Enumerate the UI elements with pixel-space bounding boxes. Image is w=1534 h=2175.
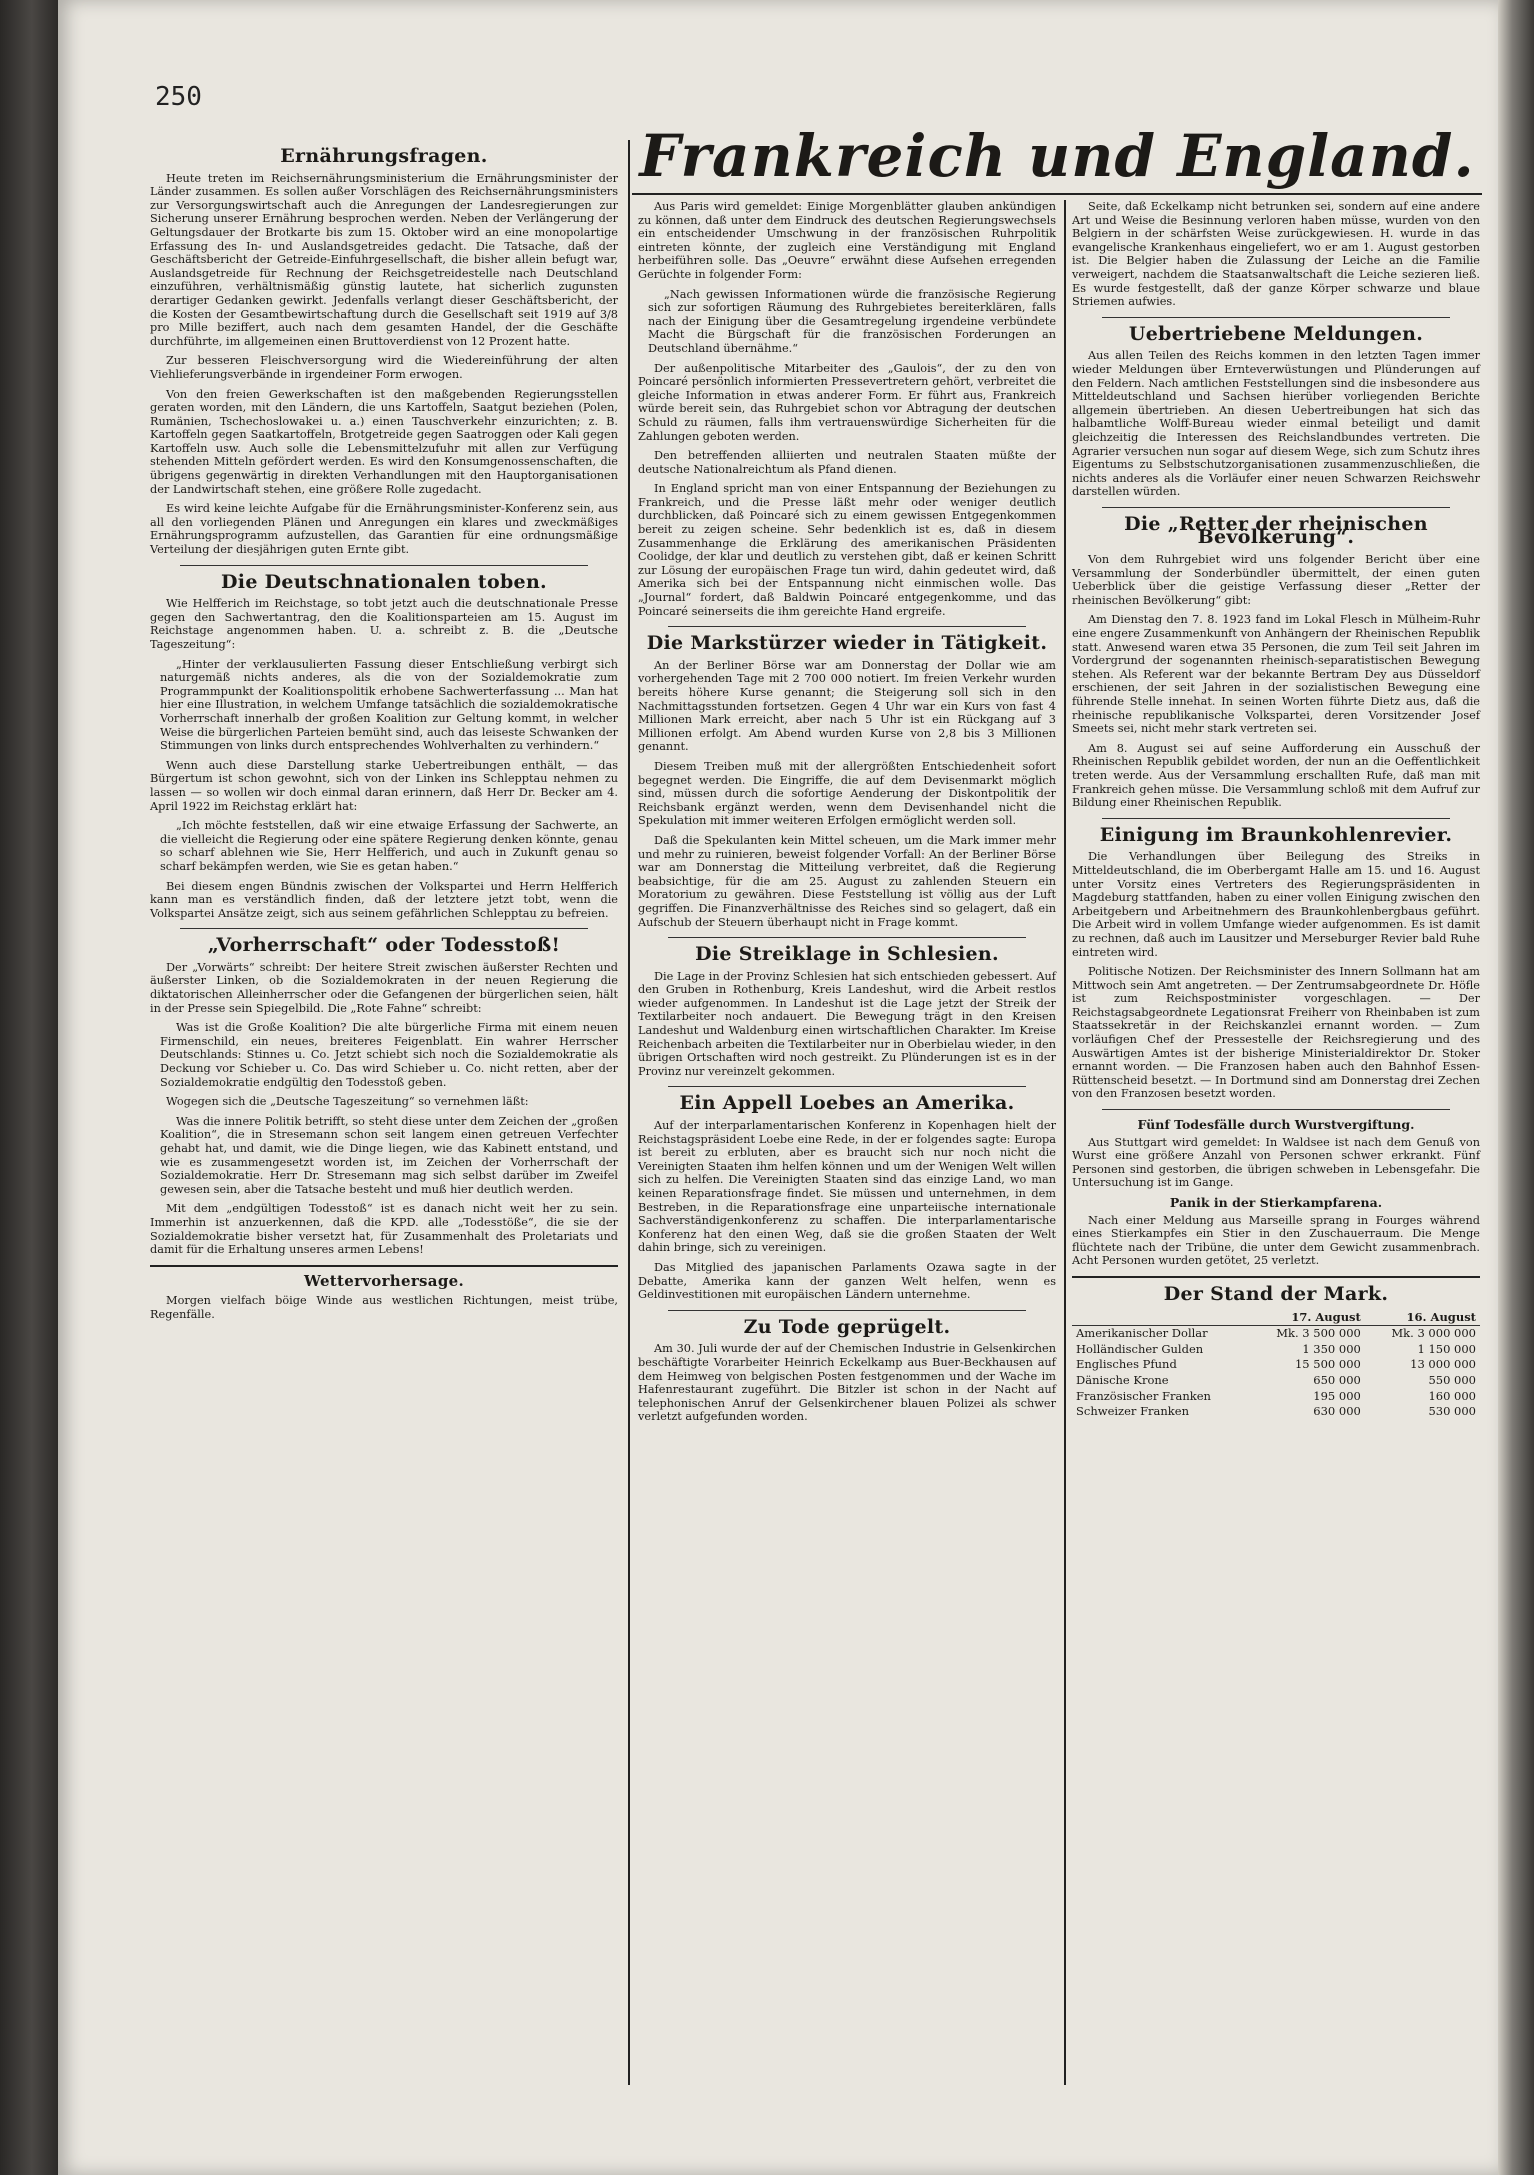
rate-value: 550 000 [1428, 1372, 1476, 1387]
article-title-uebertriebene: Uebertriebene Meldungen. [1128, 322, 1424, 345]
banner-rule [632, 193, 1482, 195]
table-header-blank [1072, 1310, 1250, 1326]
article-paragraph: Daß die Spekulanten kein Mittel scheuen, um die Mark immer mehr und mehr zu ruinieren, beweist folgender Vorfall: An der Berliner Börse war am Donnerstag die Mitteilung verbreitet, daß die Regierung beabsichtige, für die am 25. August zu zahlenden Steuern ein Moratorium zu gewähren. Diese Feststellung ist völlig aus der Luft gegriffen. Die Finanzverhältnisse des Reiches sind so gelagert, daß ein Aufschub der Steuern überhaupt nicht in Frage kommt. [638, 833, 1056, 929]
rate-value: 15 500 000 [1294, 1357, 1361, 1372]
article-title-appell-loebes: Ein Appell Loebes an Amerika. [679, 1092, 1015, 1115]
article-paragraph: Nach einer Meldung aus Marseille sprang in Fourges während eines Stierkampfes ein Stier in den Zuschauerraum. Die Menge flüchtete nach der Tribüne, die unter dem Gewicht zusammenbrach. Acht Personen wurden getötet, 25 verletzt. [1072, 1213, 1480, 1268]
article-divider [1102, 818, 1450, 819]
rate-value: 630 000 [1313, 1404, 1361, 1419]
table-row [1072, 1404, 1480, 1420]
table-row [1072, 1357, 1480, 1373]
article-title-vorherrschaft: „Vorherrschaft“ oder Todesstoß! [207, 934, 561, 957]
article-title-ernaehrungsfragen: Ernährungsfragen. [280, 145, 488, 167]
article-title-braunkohlen: Einigung im Braunkohlenrevier. [1099, 823, 1453, 846]
article-paragraph: Den betreffenden alliierten und neutralen Staaten müßte der deutsche Nationalreichtum als Pfand dienen. [638, 449, 1056, 476]
rate-value: 195 000 [1313, 1388, 1361, 1403]
article-paragraph: Es wird keine leichte Aufgabe für die Ernährungsminister-Konferenz sein, aus all den vorliegenden Plänen und Anregungen ein klares und zweckmäßiges Ernährungsprogramm aufzustellen, das Garantien für eine ordnungsmäßige Verteilung der diesjährigen guten Ernte gibt. [150, 502, 618, 557]
currency-label: Holländischer Gulden [1076, 1341, 1204, 1356]
currency-label: Französischer Franken [1076, 1388, 1211, 1403]
rate-value: 1 350 000 [1302, 1341, 1361, 1356]
article-paragraph: Am 8. August sei auf seine Aufforderung ein Ausschuß der Rheinischen Republik gebildet worden, der nun an die Oeffentlichkeit treten werde. Aus der Versammlung erschallten Rufe, daß man mit Frankreich gehen müsse. Die Versammlung schloß mit dem Aufruf zur Bildung einer Rheinischen Republik. [1072, 741, 1480, 810]
article-paragraph: An der Berliner Börse war am Donnerstag der Dollar wie am vorhergehenden Tage mit 2 700 000 notiert. Im freien Verkehr wurden bereits höhere Kurse genannt; die Steigerung soll sich in den Nachmittagsstunden fortsetzen. Gegen 4 Uhr war ein Kurs von fast 4 Millionen Mark erreicht, aber nach 5 Uhr ist ein Rückgang auf 3 Millionen erfolgt. Am Abend wurden Kurse von 2,8 bis 3 Millionen genannt. [638, 658, 1056, 754]
table-row [1072, 1373, 1480, 1389]
article-paragraph: Aus allen Teilen des Reichs kommen in den letzten Tagen immer wieder Meldungen über Ernteverwüstungen und Plünderungen auf den Feldern. Nach amtlichen Feststellungen sind die insbesondere aus Mitteldeutschland und Sachsen hierüber vorliegenden Berichte allgemein übertrieben. An diesen Uebertreibungen hat sich das halbamtliche Wolff-Bureau wieder einmal beteiligt und damit gleichzeitig die Interessen des Reichslandbundes vertreten. Die Agrarier versuchen nun sogar auf diesem Wege, sich zum Schutz ihres Eigentums zu Selbstschutzorganisationen zusammenzuschließen, die nichts anderes als die Vorläufer einer neuen Schwarzen Reichswehr darstellen würden. [1072, 349, 1480, 499]
article-divider [668, 1086, 1026, 1087]
article-paragraph: Diesem Treiben muß mit der allergrößten Entschiedenheit sofort begegnet werden. Die Eingriffe, die auf dem Devisenmarkt möglich sind, müssen durch die sofortige Aenderung der Diskontpolitik der Reichsbank ergänzt werden, wenn dem Devisenhandel nicht die Spekulation mit immer weiteren Erfolgen ermöglicht werden soll. [638, 759, 1056, 828]
rate-value: 1 150 000 [1417, 1341, 1476, 1356]
rate-value: 13 000 000 [1410, 1357, 1476, 1372]
article-paragraph: Heute treten im Reichsernährungsministerium die Ernährungsminister der Länder zusammen. Es sollen außer Vorschlägen des Reichsernährungsministers zur Versorgungswirtschaft auch die Anregungen der Landesregierungen zur Sicherung unserer Ernährung besprochen werden. Neben der Verlängerung der Geltungsdauer der Brotkarte bis zum 15. Oktober wird an eine monopolartige Erfassung des In- und Auslandsgetreides gedacht. Die Tatsache, daß der Geschäftsbericht der Getreide-Einfuhrgesellschaft, die bisher allein befugt war, Auslandsgetreide für Rechnung der Reichsgetreidestelle nach Deutschland einzuführen, verhältnismäßig günstig lautete, hat sicherlich zugunsten derartiger Gedanken gewirkt. Jedenfalls verlangt dieser Geschäftsbericht, der die Kosten der Gesamtbewirtschaftung durch die Gesellschaft seit 1919 auf 3/8 pro Mille beziffert, auch nach dem gesamten Handel, der die Geschäfte durchführte, im allgemeinen einen Bruttoverdienst von 12 Prozent hatte. [150, 171, 618, 348]
article-paragraph: Wie Helfferich im Reichstage, so tobt jetzt auch die deutschnationale Presse gegen den Sachwertantrag, den die Koalitionsparteien am 15. August im Reichstage angenommen haben. U. a. schreibt z. B. die „Deutsche Tageszeitung“: [150, 597, 618, 651]
book-binding [0, 0, 58, 2175]
banner-headline: Frankreich und England. [639, 122, 1475, 190]
article-paragraph: In England spricht man von einer Entspannung der Beziehungen zu Frankreich, und die Presse läßt mehr oder weniger deutlich durchblicken, daß Poincaré sich zu einem gewissen Entgegenkommen bereit zu zeigen scheine. Sehr bedenklich ist es, daß in diesem Zusammenhange die Erklärung des amerikanischen Präsidenten Coolidge, der klar und deutlich zu verstehen gibt, daß er keinen Schritt zur Lösung der europäischen Frage tun wird, dahin gedeutet wird, daß Amerika sich bei der Entspannung nicht einmischen wolle. Das „Journal“ fordert, daß Baldwin Poincaré entgegenkomme, und das Poincaré seinerseits die ihm gereichte Hand ergreife. [638, 482, 1056, 618]
currency-label: Schweizer Franken [1076, 1404, 1189, 1419]
article-paragraph: Die Lage in der Provinz Schlesien hat sich entschieden gebessert. Auf den Gruben in Rothenburg, Kreis Landeshut, wird die Arbeit restlos wieder aufgenommen. In Landeshut ist die Lage jetzt der Streik der Textilarbeiter noch andauert. Die Bewegung trägt in den Kreisen Landeshut und Waldenburg einen wirtschaftlichen Charakter. Im Kreise Reichenbach arbeiten die Textilarbeiter nur in Oberbielau wieder, in den übrigen Ortschaften wird noch gestreikt. Zu Plünderungen ist es in der Provinz nur vereinzelt gekommen. [638, 969, 1057, 1078]
article-title-panik: Panik in der Stierkampfarena. [1169, 1195, 1383, 1210]
article-paragraph: Das Mitglied des japanischen Parlaments Ozawa sagte in der Debatte, Amerika kann der ganzen Welt helfen, wenn es Geldinvestitionen mit europäischen Ländern unternehme. [638, 1260, 1056, 1302]
article-divider [1102, 1109, 1450, 1110]
article-paragraph: Mit dem „endgültigen Todesstoß“ ist es danach nicht weit her zu sein. Immerhin ist anzuerkennen, daß die KPD. alle „Todesstöße“, die sie der Sozialdemokratie bisher versetzt hat, für Zusammenhalt des Proletariats und damit für die Erhaltung unseres armen Lebens! [150, 1202, 618, 1257]
page-edge [1498, 0, 1534, 2175]
article-title-streiklage: Die Streiklage in Schlesien. [695, 943, 999, 966]
table-row [1072, 1342, 1480, 1358]
table-row [1072, 1389, 1480, 1405]
article-paragraph: Aus Stuttgart wird gemeldet: In Waldsee ist nach dem Genuß von Wurst eine größere Anzahl von Personen schwer erkrankt. Fünf Personen sind gestorben, die übrigen schweben in Lebensgefahr. Die Untersuchung ist im Gange. [1072, 1135, 1480, 1190]
table-header-date-1: 17. August [1250, 1310, 1365, 1326]
column-2 [638, 200, 1056, 1430]
article-divider [180, 928, 588, 929]
mark-table-title: Der Stand der Mark. [1163, 1282, 1389, 1305]
article-paragraph: Die Verhandlungen über Beilegung des Streiks in Mitteldeutschland, die im Oberbergamt Halle am 15. und 16. August unter Vorsitz eines Vertreters des Regierungspräsidenten in Magdeburg stattfanden, haben zu einer vollen Einigung zwischen den Arbeitgebern und Arbeitnehmern des Braunkohlenbergbaus geführt. Die Arbeit wird in vollem Umfange wieder aufgenommen. Es ist damit zu rechnen, daß auch im Lausitzer und Merseburger Revier bald Ruhe eintreten wird. [1072, 850, 1480, 959]
article-quote: „Hinter der verklausulierten Fassung dieser Entschließung verbirgt sich naturgemäß nichts anderes, als die von der Sozialdemokratie zum Programmpunkt der Koalitionspolitik erhobene Sachwerterfassung ... Man hat hier eine Illustration, in welchem Umfange tatsächlich die sozialdemokratische Vorherrschaft innerhalb der großen Koalition zur Geltung kommt, in welcher Weise die bürgerlichen Parteien bemüht sind, auch das leiseste Schwanken der Stimmungen von links durch entsprechendes Wohlverhalten zu verhindern.“ [160, 657, 618, 753]
section-divider [1072, 1276, 1480, 1278]
article-paragraph: Wogegen sich die „Deutsche Tageszeitung“ so vernehmen läßt: [166, 1095, 529, 1109]
column-rule-1 [628, 140, 630, 2085]
article-paragraph: Der außenpolitische Mitarbeiter des „Gaulois“, der zu den von Poincaré persönlich informierten Pressevertretern gehört, verbreitet die gleiche Information in etwas anderer Form. Er führt aus, Frankreich würde bereit sein, das Ruhrgebiet schon vor Abtragung der deutschen Schuld zu räumen, falls ihm vertrauenswürdige Sicherheiten für die Zahlungen geboten werden. [638, 361, 1056, 443]
currency-label: Amerikanischer Dollar [1076, 1326, 1208, 1341]
currency-label: Englisches Pfund [1076, 1357, 1177, 1372]
table-header-date-2: 16. August [1365, 1310, 1480, 1326]
article-paragraph: Zur besseren Fleischversorgung wird die Wiedereinführung der alten Viehlieferungsverbände in irgendeiner Form erwogen. [150, 354, 618, 381]
article-title-retter: Die „Retter der rheinischen Bevölkerung“. [1124, 512, 1428, 549]
article-divider [180, 565, 588, 566]
article-quote: „Nach gewissen Informationen würde die französische Regierung sich zur sofortigen Räumung des Ruhrgebietes bereiterklären, falls nach der Einigung über die Gesamtregelung irgendeine verbündete Macht die Bürgschaft für die französischen Forderungen an Deutschland übernähme.“ [648, 287, 1056, 355]
article-paragraph: Der „Vorwärts“ schreibt: Der heitere Streit zwischen äußerster Rechten und äußerster Linken, ob die Sozialdemokraten in der neuen Regierung die diktatorischen Alleinherrscher oder die Gefangenen der bürgerlichen seien, hält in der Presse sein Spiegelbild. Die „Rote Fahne“ schreibt: [150, 960, 618, 1015]
section-divider [150, 1265, 618, 1267]
rate-value: 530 000 [1428, 1404, 1476, 1419]
rate-value: 160 000 [1428, 1388, 1476, 1403]
article-divider [1102, 317, 1450, 318]
article-paragraph: Von den freien Gewerkschaften ist den maßgebenden Regierungsstellen geraten worden, mit den Ländern, die uns Kartoffeln, Saatgut beziehen (Polen, Rumänien, Tschechoslowakei u. a.) einen Tauschverkehr einzurichten; z. B. Kartoffeln gegen Saatkartoffeln, Brotgetreide gegen Saatroggen oder Kali gegen Kartoffeln usw. Auch solle die Lebensmittelzufuhr mit allen zur Verfügung stehenden Mitteln gefördert werden. Es wird den Konsumgenossenschaften, die übrigens gegenwärtig in direkten Verhandlungen mit den Hauptorganisationen der Landwirtschaft stehen, eine größere Rolle zugedacht. [150, 387, 618, 496]
article-title-wurstvergiftung: Fünf Todesfälle durch Wurstvergiftung. [1137, 1117, 1415, 1133]
column-1 [150, 140, 618, 1328]
article-quote: Was ist die Große Koalition? Die alte bürgerliche Firma mit einem neuen Firmenschild, ein neues, breiteres Feigenblatt. Ein wahrer Herrscher Deutschlands: Stinnes u. Co. Jetzt schiebt sich noch die Sozialdemokratie als Deckung vor Schieber u. Co. Das wird Schieber u. Co. nicht retten, aber der Sozialdemokratie endgültig den Todesstoß geben. [160, 1021, 618, 1089]
article-quote: „Ich möchte feststellen, daß wir eine etwaige Erfassung der Sachwerte, an die vielleicht die Regierung oder eine spätere Regierung denken könnte, genau so scharf ablehnen wie Sie, Herr Helfferich, und auch in Zukunft genau so scharf bekämpfen werden, wie Sie es getan haben.“ [160, 819, 618, 873]
article-quote: Was die innere Politik betrifft, so steht diese unter dem Zeichen der „großen Koalition“, die in Stresemann schon seit langem einen getreuen Verfechter gehabt hat, und damit, wie die Dinge liegen, wie das Kabinett entstand, und wie es zusammengesetzt worden ist, im Zeichen der Vorherrschaft der Sozialdemokratie. Herr Dr. Stresemann mag sich selbst darüber im Zweifel gewesen sein, aber die Tatsache besteht und muß hier deutlich werden. [160, 1114, 618, 1196]
rate-value: Mk. 3 500 000 [1276, 1326, 1361, 1341]
article-title-zu-tode: Zu Tode geprügelt. [743, 1315, 951, 1338]
article-divider [668, 626, 1026, 627]
column-rule-2 [1064, 200, 1066, 2085]
article-divider [668, 937, 1026, 938]
weather-title: Wettervorhersage. [304, 1271, 464, 1290]
rate-value: Mk. 3 000 000 [1391, 1326, 1476, 1341]
currency-label: Dänische Krone [1076, 1372, 1169, 1387]
article-paragraph: Auf der interparlamentarischen Konferenz in Kopenhagen hielt der Reichstagspräsident Loebe eine Rede, in der er folgendes sagte: Europa ist bereit zu erbluten, aber es braucht sich nur noch nicht die Vereinigten Staaten ihm helfen können und um der Wenigen Welt willen sich zu helfen. Die Vereinigten Staaten sind das einzige Land, wo man keinen Reparationsfrage findet. Sie müssen und unternehmen, in dem Bestreben, in die Reparationsfrage eine unparteiische internationale Sachverständigenkonferenz zu schaffen. Die interparlamentarische Konferenz hat den einen Weg, daß sie die großen Staaten der Welt dahin bringe, sich zu vereinigen. [638, 1119, 1056, 1255]
article-paragraph: Am 30. Juli wurde der auf der Chemischen Industrie in Gelsenkirchen beschäftigte Vorarbeiter Heinrich Eckelkamp aus Buer-Beckhausen auf dem Heimweg von belgischen Posten festgenommen und der Wache im Hafenrestaurant zugeführt. Die Bitzler ist schon in der Nacht auf telephonischen Anruf der Gelsenkirchener blauen Polizei als schwer verletzt aufgefunden worden. [638, 1342, 1056, 1424]
page-number: 250 [155, 82, 202, 112]
article-title-markstuerzer: Die Markstürzer wieder in Tätigkeit. [646, 632, 1048, 655]
article-paragraph: Wenn auch diese Darstellung starke Uebertreibungen enthält, — das Bürgertum ist schon gewohnt, sich von der Linken ins Schlepptau nehmen zu lassen — so wollen wir doch einmal daran erinnern, daß Herr Dr. Becker am 4. April 1922 im Reichstag erklärt hat: [150, 758, 618, 813]
article-paragraph: Seite, daß Eckelkamp nicht betrunken sei, sondern auf eine andere Art und Weise die Besinnung verloren haben müsse, wurden von den Belgiern in der schärfsten Weise zurückgewiesen. H. wurde in das evangelische Krankenhaus eingeliefert, wo er am 1. August gestorben ist. Die Belgier haben die Zulassung der Leiche an die Familie verweigert, nachdem die Staatsanwaltschaft die Leiche sezieren ließ. Es wurde festgestellt, daß der ganze Körper schwarze und blaue Striemen aufwies. [1072, 200, 1480, 309]
article-divider [668, 1310, 1026, 1311]
article-paragraph: Von dem Ruhrgebiet wird uns folgender Bericht über eine Versammlung der Sonderbündler übermittelt, der einen guten Ueberblick über die geistige Verfassung dieser „Retter der rheinischen Bevölkerung“ gibt: [1072, 553, 1480, 607]
article-paragraph: Aus Paris wird gemeldet: Einige Morgenblätter glauben ankündigen zu können, daß unter dem Eindruck des deutschen Regierungswechsels ein entscheidender Umschwung in der französischen Ruhrpolitik eintreten könnte, der zugleich eine Verständigung mit England herbeiführen solle. Das „Oeuvre“ erwähnt diese Aufsehen erregenden Gerüchte in folgender Form: [638, 200, 1056, 281]
article-divider [1102, 507, 1450, 508]
mark-exchange-table [1072, 1310, 1480, 1420]
table-row [1072, 1326, 1480, 1342]
article-paragraph: Am Dienstag den 7. 8. 1923 fand im Lokal Flesch in Mülheim-Ruhr eine engere Zusammenkunft von Anhängern der Rheinischen Republik statt. Anwesend waren etwa 35 Personen, die zum Teil seit Jahren im Vordergrund der sogenannten rheinisch-separatistischen Bewegung stehen. Als Referent war der bekannte Bertram Dey aus Düsseldorf erschienen, der seit Jahren in der sozialistischen Bewegung eine führende Stelle innehat. In seinen Worten führte Dietz aus, daß die rheinische republikanische Volkspartei, deren Vorsitzender Josef Smeets sei, nicht mehr stark vertreten sei. [1072, 613, 1480, 736]
rate-value: 650 000 [1313, 1372, 1361, 1387]
article-title-deutschnationale: Die Deutschnationalen toben. [221, 570, 547, 593]
column-3 [1072, 200, 1480, 1420]
article-paragraph: Politische Notizen. Der Reichsminister des Innern Sollmann hat am Mittwoch sein Amt angetreten. — Der Zentrumsabgeordnete Dr. Höfle ist zum Reichspostminister vorgeschlagen. — Der Reichstagsabgeordnete Legationsrat Freiherr von Rheinbaben ist zum Staatssekretär in der Reichskanzlei ernannt worden. — Zum vorläufigen Chef der Pressestelle der Reichsregierung und des Auswärtigen Amtes ist der bisherige Ministerialdirektor Dr. Stoker ernannt worden. — Die Franzosen haben auch den Bahnhof Essen-Rüttenscheid besetzt. — In Dortmund sind am Donnerstag drei Zechen von den Franzosen besetzt worden. [1072, 965, 1480, 1101]
weather-text: Morgen vielfach böige Winde aus westlichen Richtungen, meist trübe, Regenfälle. [150, 1294, 618, 1321]
article-paragraph: Bei diesem engen Bündnis zwischen der Volkspartei und Herrn Helfferich kann man es verständlich finden, daß der letztere jetzt tobt, wenn die Volkspartei Ansätze zeigt, sich aus seinem gefährlichen Schlepptau zu befreien. [150, 879, 618, 920]
